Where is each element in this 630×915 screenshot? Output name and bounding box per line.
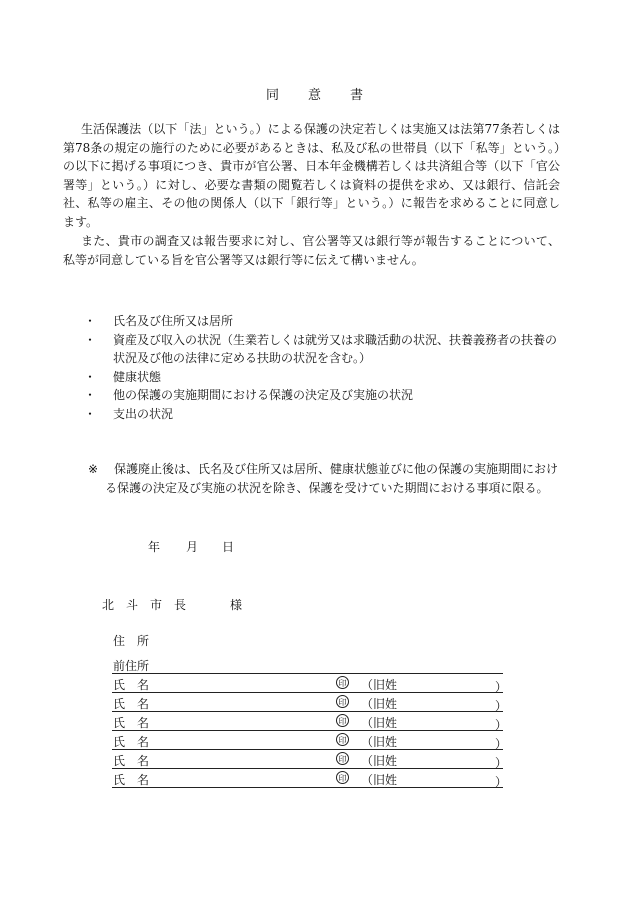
list-item [84,368,564,387]
seal-mark: 印 [336,733,349,746]
old-surname-label: （旧姓 [361,678,398,692]
date-year: 年 [148,540,161,554]
bullet: ・ [84,388,97,402]
name-label: 氏 名 [113,754,150,768]
closing-paren: ） [495,718,508,732]
signature-row [112,693,508,713]
addressee-name: 北 斗 市 長 [102,598,187,612]
name-label: 氏 名 [113,773,150,787]
item-text: 氏名及び住所又は居所 [113,314,234,328]
closing-paren: ） [495,699,508,713]
prev-address-label: 前住所 [113,659,150,673]
document-title: 同 意 書 [265,88,364,103]
note [88,460,563,497]
date-month: 月 [186,540,199,554]
name-label: 氏 名 [113,735,150,749]
addressee-honorific: 様 [230,598,243,612]
seal-mark: 印 [336,752,349,765]
list-item [84,405,564,424]
seal-mark: 印 [336,676,349,689]
old-surname-label: （旧姓 [361,735,398,749]
bullet: ・ [84,369,97,384]
name-label: 氏 名 [113,716,150,730]
old-surname-label: （旧姓 [361,754,398,768]
item-text: 他の保護の実施期間における保護の決定及び実施の状況 [113,388,414,402]
consent-paragraph-1: 生活保護法（以下「法」という。）による保護の決定若しくは実施又は法第77条若しくは第78条の規定の施行のために必要があるときは、私及び私の世帯員（以下「私等」という。）の以下に掲げる事項につき、貴市が官公署、日本年金機構若しくは共済組合等（以下「官公署等」という。）に対し、必要な書類の閲覧若しくは資料の提供を求め、又は銀行、信託会社、私等の雇主、その他の関係人（以下「銀行等」という。）に報告を求めることに同意します。 [63,122,560,229]
signature-row [112,731,508,751]
bullet: ・ [84,314,97,328]
signature-row [112,674,508,694]
note-text: 保護廃止後は、氏名及び住所又は居所、健康状態並びに他の保護の実施期間における保護の決定及び実施の状況を除き、保護を受けていた期間における事項に限る。 [105,462,559,495]
old-surname-label: （旧姓 [361,716,398,730]
list-item [84,386,564,405]
name-label: 氏 名 [113,678,150,692]
signature-row [112,750,508,770]
seal-mark: 印 [336,695,349,708]
date-day: 日 [222,540,235,554]
name-label: 氏 名 [113,697,150,711]
item-text: 資産及び収入の状況（生業若しくは就労又は求職活動の状況、扶養義務者の扶養の状況及び他の法律に定める扶助の状況を含む。） [113,332,558,365]
old-surname-label: （旧姓 [361,697,398,711]
signature-row [112,769,508,789]
address-label: 住 所 [113,634,150,648]
closing-paren: ） [495,680,508,694]
closing-paren: ） [495,756,508,770]
closing-paren: ） [495,737,508,751]
item-text: 支出の状況 [113,406,174,421]
list-item [84,312,564,331]
bullet: ・ [84,332,97,347]
bullet: ・ [84,406,97,421]
list-item [84,331,564,368]
closing-paren: ） [495,775,508,789]
seal-mark: 印 [336,714,349,727]
consent-paragraph-2: また、貴市の調査又は報告要求に対し、官公署等又は銀行等が報告することについて、私等が同意している旨を官公署等又は銀行等に伝えて構いません。 [63,234,560,267]
note-mark: ※ [88,462,99,476]
item-text: 健康状態 [113,369,162,384]
seal-mark: 印 [336,771,349,784]
signature-row [112,712,508,732]
signature-line [112,787,503,788]
item-list [84,312,564,423]
old-surname-label: （旧姓 [361,773,398,787]
